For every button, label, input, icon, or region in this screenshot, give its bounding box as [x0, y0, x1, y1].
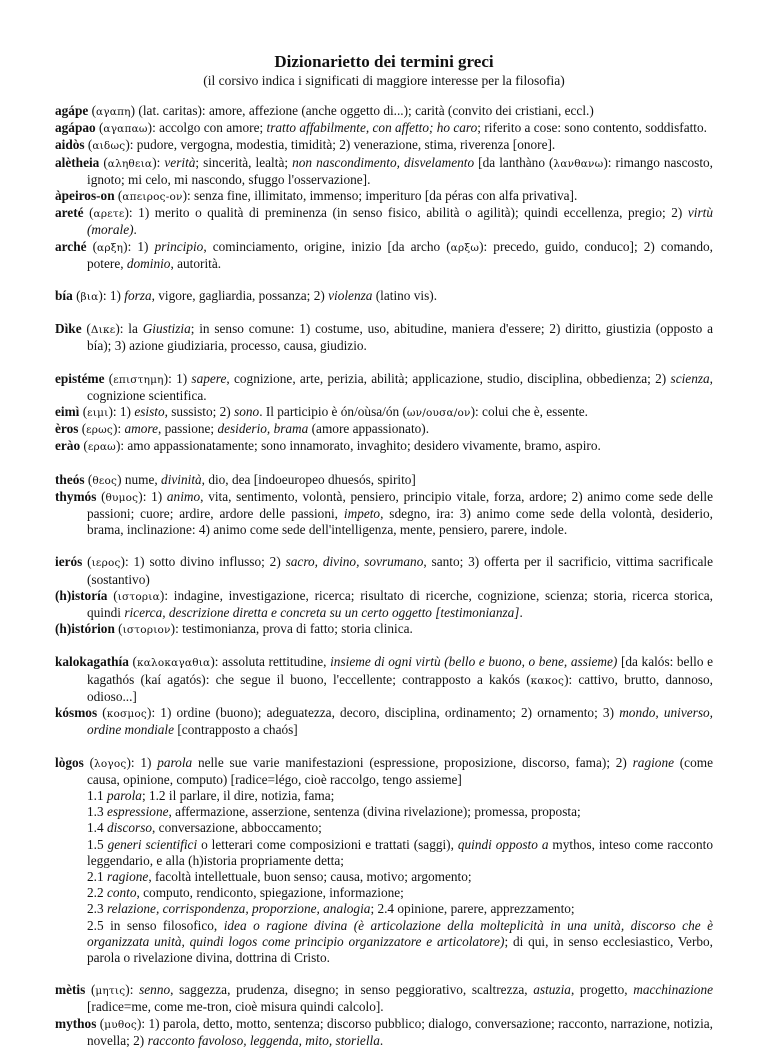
document-title: Dizionarietto dei termini greci [274, 52, 494, 71]
logos-sense-1-4: 1.4 discorso, conversazione, abboccamento; [87, 820, 322, 836]
entry-aletheia: alètheia (αληθεια): verità; sincerità, lealtà; non nascondimento, disvelamento [da lanthàno (λανθανω): rimango nascosto, ignoto; mi celo, mi nascondo, sfuggo l'osservazione]. [55, 154, 714, 187]
entry-kalokagathia: kalokagathía (καλοκαγαθια): assoluta rettitudine, insieme di ogni virtù (bello e buono, o bene, assieme) [da kalós: bello e kagathós (kaí agatós): che segue il buono, l'eccellente; contrapposto a kakós (κακος): cattivo, brutto, dannoso, odioso...] [55, 654, 714, 704]
entry-metis: mètis (μητις): senno, saggezza, prudenza, disegno; in senso peggiorativo, scaltrezza, astuzia, progetto, macchinazione [radice=me, come me-tron, cioè misura quindi calcolo]. [55, 982, 713, 1015]
entry-mythos: mythos (μυθος): 1) parola, detto, motto, sentenza; discorso pubblico; dialogo, conversazione; racconto, narrazione, notizia, novella; 2) racconto favoloso, leggenda, mito, storiella. [55, 1015, 713, 1048]
entry-arete: areté (αρετε): 1) merito o qualità di preminenza (in senso fisico, abilità o agilità); quindi eccellenza, pregio; 2) virtù (morale). [55, 205, 713, 238]
entry-dike: Dìke (Δικε): la Giustizia; in senso comune: 1) costume, uso, abitudine, maniera d'essere; 2) diritto, giustizia (opposto a bía); 3) azione giudiziaria, processo, causa, giudizio. [55, 321, 713, 354]
entry-apeiron: àpeiros-on (απειρος-ον): senza fine, illimitato, immenso; imperituro [da péras con alfa privativa]. [55, 188, 578, 204]
entry-ieros: ierós (ιερος): 1) sotto divino influsso; 2) sacro, divino, sovrumano, santo; 3) offerta per il sacrificio, vittima sacrificale (sostantivo) [55, 554, 713, 587]
logos-sense-2-1: 2.1 ragione, facoltà intellettuale, buon senso; causa, motivo; argomento; [87, 868, 472, 884]
logos-sense-2-2: 2.2 conto, computo, rendiconto, spiegazione, informazione; [87, 885, 404, 901]
entry-bia: bía (βια): 1) forza, vigore, gagliardia, possanza; 2) violenza (latino vis). [55, 288, 438, 304]
entry-historia: (h)istoría (ιστορια): indagine, investigazione, ricerca; risultato di ricerche, cognizione, scienza; storia, ricerca storica, quindi ricerca, descrizione diretta e concreta su un certo oggetto [testimonianza]. [55, 587, 713, 621]
document-page [55, 52, 713, 1049]
entry-episteme: epistéme (επιστημη): 1) sapere, cognizione, arte, perizia, abilità; applicazione, studio, disciplina, obbedienza; 2) scienza, cognizione scientifica. [55, 370, 713, 403]
logos-sense-1-3: 1.3 espressione, affermazione, asserzione, sentenza (divina rivelazione); promessa, proposta; [87, 804, 581, 820]
entry-erao: erào (εραω): amo appassionatamente; sono innamorato, invaghito; desidero vivamente, bramo, aspiro. [55, 438, 601, 454]
entry-eimi: eimì (ειμι): 1) esisto, sussisto; 2) sono. Il participio è ón/oùsa/ón (ων/ουσα/ον): colui che è, essente. [55, 404, 588, 420]
entry-aidos: aidòs (αιδως): pudore, vergogna, modestia, timidità; 2) venerazione, stima, riverenza [onore]. [55, 137, 556, 153]
entry-agape: agápe (αγαπη) (lat. caritas): amore, affezione (anche oggetto di...); carità (convito dei cristiani, eccl.) [55, 103, 594, 118]
entry-logos: lògos (λογος): 1) parola nelle sue varie manifestazioni (espressione, proposizione, discorso, fama); 2) ragione (come causa, opinione, computo) [radice=légo, cioè raccolgo, tengo assieme] [55, 754, 713, 787]
entry-arche: arché (αρξη): 1) principio, cominciamento, origine, inizio [da archo (αρξω): precedo, guido, conduco]; 2) comando, potere, dominio, autorità. [55, 238, 713, 271]
entry-theos: theós (θεος) nume, divinità, dio, dea [indoeuropeo dhuesós, spirito] [55, 471, 416, 487]
logos-sense-2-5: 2.5 in senso filosofico, idea o ragione divina (è articolazione della molteplicità in una unità, discorso che è organizzata unità, quindi logos come principio organizzatore e articolatore); di qui, in senso ecclesiastico, Verbo, parola o rivelazione divina, dottrina di Cristo. [87, 917, 713, 965]
entry-kosmos: kósmos (κοσμος): 1) ordine (buono); adeguatezza, decoro, disciplina, ordinamento; 2) ornamento; 3) mondo, universo, ordine mondiale [contrapposto a chaós] [55, 705, 713, 738]
entry-thymos: thymós (θυμος): 1) animo, vita, sentimento, volontà, pensiero, principio vitale, forza, ardore; 2) animo come sede delle passioni; cuore; ardire, ardore delle passioni, impeto, sdegno, ira: 3) animo come sede della volontà, desiderio, brama, inclinazione: 4) animo come sede dell'intelligenza, mente, pensiero, parere, indole. [55, 488, 713, 538]
logos-sense-1-5: 1.5 generi scientifici o letterari come composizioni e trattati (saggi), quindi opposto a mythos, inteso come racconto leggendario, e alla (h)istoria propriamente detta; [87, 836, 714, 868]
entry-agapao: agápao (αγαπαω): accolgo con amore; tratto affabilmente, con affetto; ho caro; riferito a cose: sono contento, soddisfatto. [55, 120, 707, 136]
logos-sense-1-1: 1.1 parola; 1.2 il parlare, il dire, notizia, fama; [87, 787, 335, 803]
entry-historion: (h)istórion (ιστοριον): testimonianza, prova di fatto; storia clinica. [55, 621, 413, 637]
document-subtitle: (il corsivo indica i significati di maggiore interesse per la filosofia) [203, 73, 565, 88]
entry-eros: èros (ερως): amore, passione; desiderio, brama (amore appassionato). [55, 421, 430, 437]
logos-sense-2-3: 2.3 relazione, corrispondenza, proporzione, analogia; 2.4 opinione, parere, apprezzamento; [87, 901, 575, 917]
